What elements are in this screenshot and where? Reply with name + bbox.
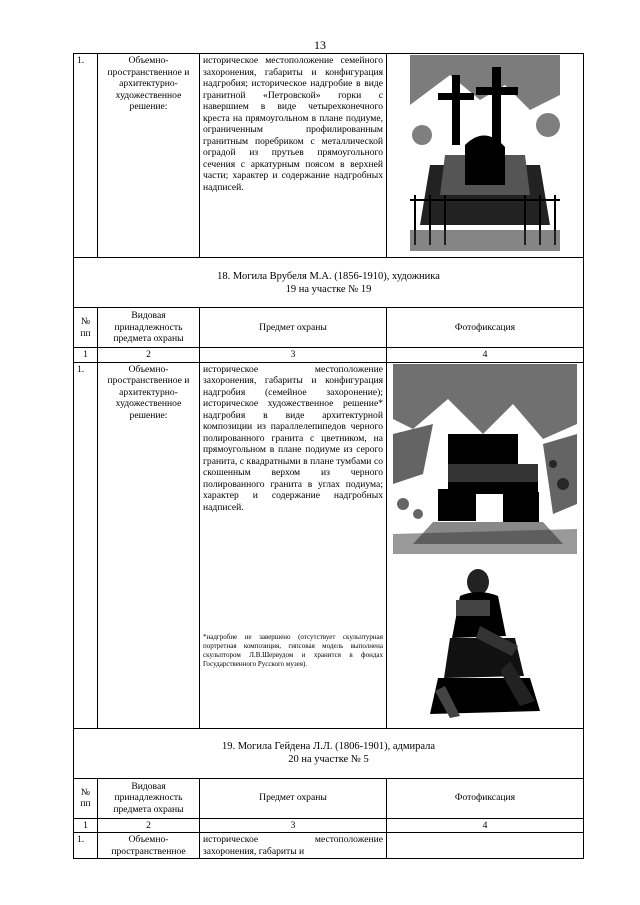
page-number: 13	[314, 38, 326, 52]
photo-cell	[387, 362, 584, 728]
header-type: Видовая принадлежность предмета охраны	[98, 778, 200, 818]
column-number-row	[74, 818, 584, 833]
col-number: 2	[98, 348, 200, 363]
grave-photo-cross	[410, 55, 560, 251]
section-19-title: 19. Могила Гейдена Л.Л. (1806-1901), адмирала 20 на участке № 5	[74, 728, 584, 778]
header-num: № пп	[74, 308, 98, 348]
section-18-title: 18. Могила Врубеля М.А. (1856-1910), художника 19 на участке № 19	[74, 258, 584, 308]
protection-type: Объемно-пространственное и архитектурно-художественное решение:	[98, 362, 200, 728]
header-num: № пп	[74, 778, 98, 818]
protection-subject: историческое местоположение семейного захоронения, габариты и конфигурация надгробия; историческое надгробие в виде гранитной «Петровской» горки с навершием в виде четырехконечного креста на прямоугольном в плане подиуме, ограниченным профилированным гранитным поребриком с металлической оградой из прутьев прямоугольного сечения с аркатурным поясом в верхней части; характер и содержание надгробных надписей.	[200, 54, 387, 258]
col-number: 2	[98, 818, 200, 833]
footnote: *надгробие не завершено (отсутствует скульптурная портретная композиция, гипсовая модель выполнена скульптором Л.В.Шервудом и хранится в фондах Государственного Русского музея).	[203, 633, 383, 668]
table-header-row	[74, 308, 584, 348]
grave-photo-granite	[393, 364, 577, 554]
table-continued	[73, 53, 584, 859]
section-title-row	[74, 728, 584, 778]
table-row	[74, 54, 584, 258]
photo-cell	[387, 833, 584, 859]
table-header-row	[74, 778, 584, 818]
protection-type: Объемно-пространственное и архитектурно-художественное решение:	[98, 54, 200, 258]
col-number: 3	[200, 348, 387, 363]
header-photo: Фотофиксация	[387, 778, 584, 818]
protection-subject: историческое местоположение захоронения, габариты и	[200, 833, 387, 859]
col-number: 1	[74, 348, 98, 363]
header-photo: Фотофиксация	[387, 308, 584, 348]
table-row	[74, 362, 584, 728]
col-number: 4	[387, 818, 584, 833]
protection-type: Объемно-пространственное	[98, 833, 200, 859]
protection-subject: историческое местоположение захоронения, габариты и конфигурация надгробия (семейное захоронение); историческое художественное решение* надгробия в виде архитектурной композиции из параллелепипедов черного полированного гранита с цветником, на прямоугольном в плане подиуме из серого гранита, с квадратными в плане тумбами со скошенным верхом из черного полированного гранита в углах подиума; характер и содержание надгробных надписей.	[203, 363, 383, 513]
col-number: 1	[74, 818, 98, 833]
sculpture-photo	[420, 566, 550, 722]
photo-cell	[387, 54, 584, 258]
col-number: 4	[387, 348, 584, 363]
col-number: 3	[200, 818, 387, 833]
row-number: 1.	[74, 362, 98, 728]
section-title-row	[74, 258, 584, 308]
header-type: Видовая принадлежность предмета охраны	[98, 308, 200, 348]
row-number: 1.	[74, 833, 98, 859]
table-row	[74, 833, 584, 859]
protection-subject-cell	[200, 362, 387, 728]
row-number: 1.	[74, 54, 98, 258]
column-number-row	[74, 348, 584, 363]
header-subject: Предмет охраны	[200, 778, 387, 818]
header-subject: Предмет охраны	[200, 308, 387, 348]
